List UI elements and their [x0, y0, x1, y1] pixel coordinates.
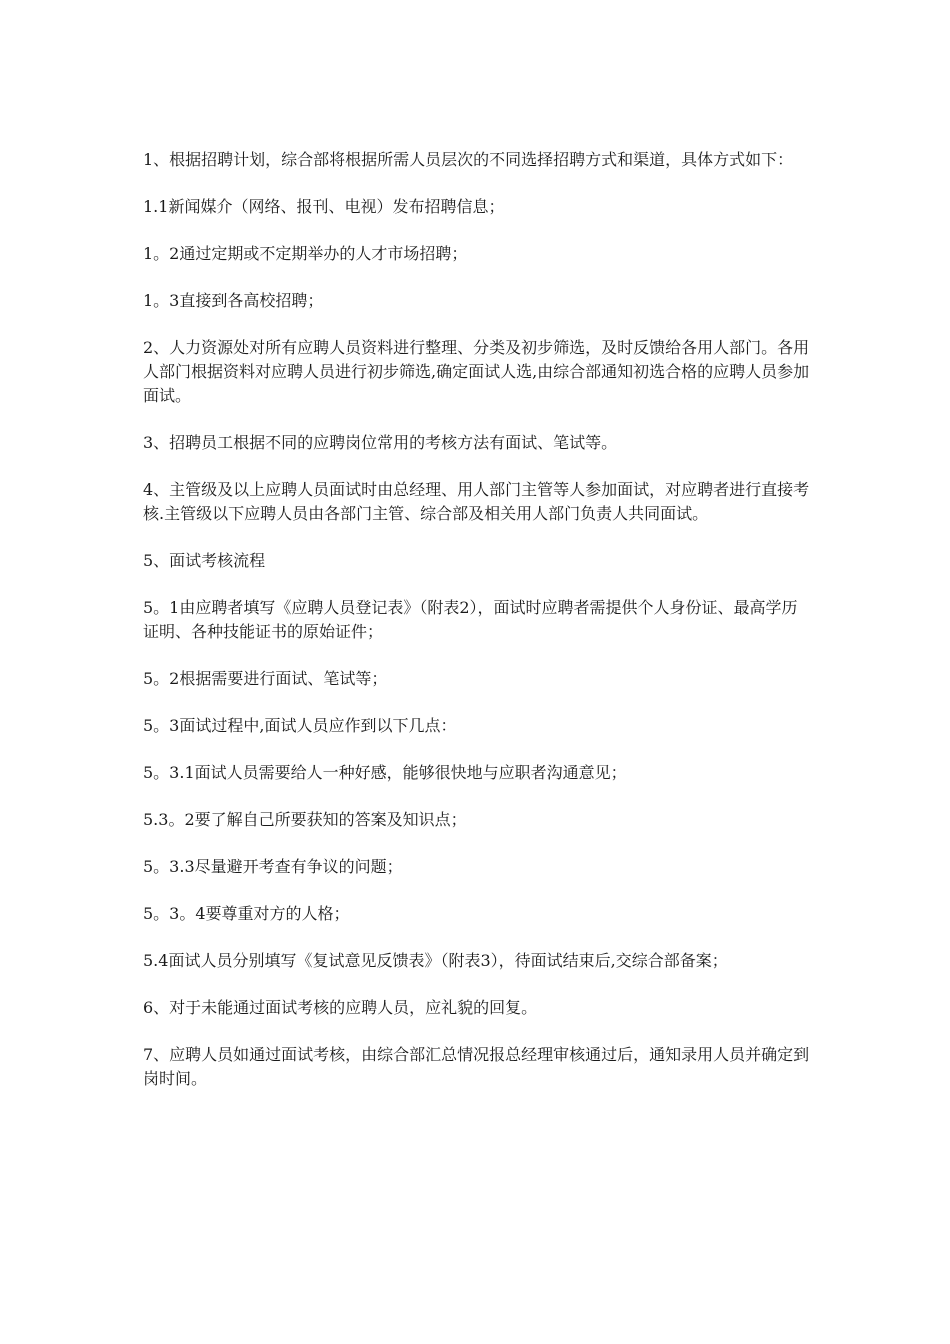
paragraph-1: 1、根据招聘计划，综合部将根据所需人员层次的不同选择招聘方式和渠道，具体方式如下： [143, 150, 794, 169]
paragraph-5-3-2: 5.3。2要了解自己所要获知的答案及知识点； [143, 810, 467, 829]
paragraph-4: 4、主管级及以上应聘人员面试时由总经理、用人部门主管等人参加面试，对应聘者进行直接考核.主管级以下应聘人员由各部门主管、综合部及相关用人部门负责人共同面试。 [143, 480, 810, 523]
paragraph-5-4: 5.4面试人员分别填写《复试意见反馈表》（附表3），待面试结束后,交综合部备案； [143, 951, 728, 970]
paragraph-5-heading: 5、面试考核流程 [143, 551, 266, 570]
paragraph-2: 2、人力资源处对所有应聘人员资料进行整理、分类及初步筛选，及时反馈给各用人部门。各用人部门根据资料对应聘人员进行初步筛选,确定面试人选,由综合部通知初选合格的应聘人员参加面试。 [143, 338, 810, 405]
document-body [143, 148, 811, 1114]
paragraph-7: 7、应聘人员如通过面试考核，由综合部汇总情况报总经理审核通过后，通知录用人员并确定到岗时间。 [143, 1045, 810, 1088]
paragraph-1-2: 1。2通过定期或不定期举办的人才市场招聘； [143, 244, 468, 263]
paragraph-5-3: 5。3面试过程中,面试人员应作到以下几点： [143, 716, 457, 735]
paragraph-5-1: 5。1由应聘者填写《应聘人员登记表》（附表2），面试时应聘者需提供个人身份证、最高学历证明、各种技能证书的原始证件； [143, 598, 798, 641]
paragraph-5-3-1: 5。3.1面试人员需要给人一种好感，能够很快地与应职者沟通意见； [143, 763, 627, 782]
paragraph-6: 6、对于未能通过面试考核的应聘人员，应礼貌的回复。 [143, 998, 538, 1017]
paragraph-1-1: 1.1新闻媒介（网络、报刊、电视）发布招聘信息； [143, 197, 505, 216]
paragraph-3: 3、招聘员工根据不同的应聘岗位常用的考核方法有面试、笔试等。 [143, 433, 618, 452]
paragraph-5-3-3: 5。3.3尽量避开考查有争议的问题； [143, 857, 403, 876]
paragraph-5-2: 5。2根据需要进行面试、笔试等； [143, 669, 388, 688]
paragraph-5-3-4: 5。3。4要尊重对方的人格； [143, 904, 350, 923]
paragraph-1-3: 1。3直接到各高校招聘； [143, 291, 324, 310]
